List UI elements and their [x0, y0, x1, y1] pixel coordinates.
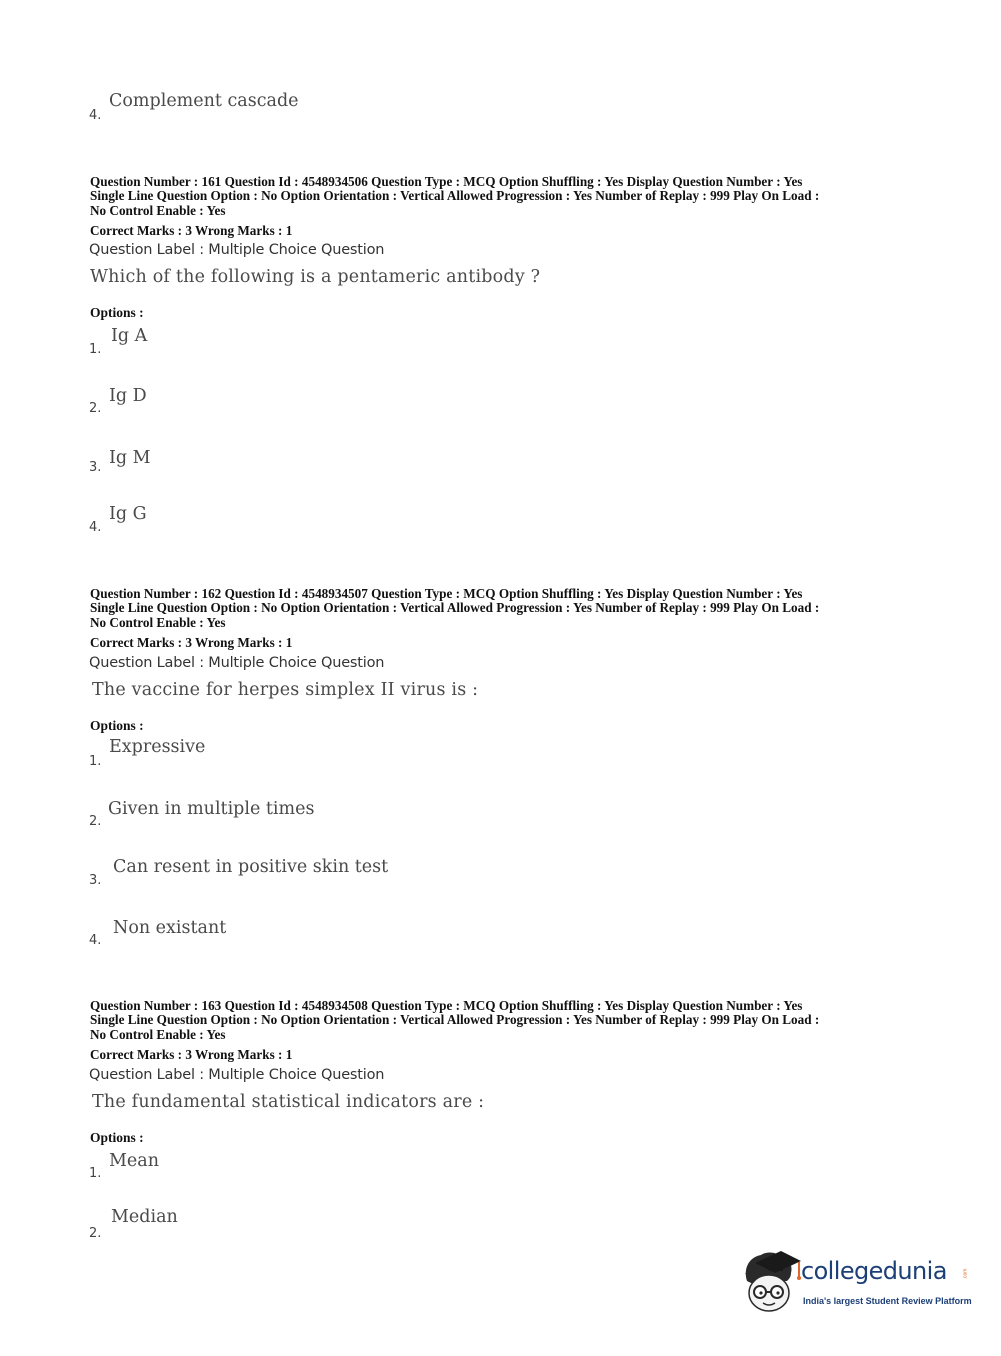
- question-meta: Question Number : 162 Question Id : 4548934507 Question Type : MCQ Option Shuffling : Yes Display Question Number : Yes Single Line Question Option : No Option Orientation : Vertical Allowed Progression : Yes Number of Replay : 999 Play On Load : No Control Enable : Yes: [90, 586, 820, 630]
- question-label: Question Label : Multiple Choice Question: [89, 242, 385, 258]
- option-number: 1.: [89, 1166, 102, 1181]
- option-number: 4.: [89, 933, 102, 948]
- option-number: 1.: [89, 342, 102, 357]
- option-text: Ig G: [109, 504, 147, 524]
- option-number: 2.: [89, 1226, 102, 1241]
- option-number: 1.: [89, 754, 102, 769]
- question-text: The fundamental statistical indicators are :: [92, 1092, 485, 1112]
- option-text: Expressive: [109, 737, 206, 757]
- student-mascot-icon: [741, 1247, 803, 1319]
- question-marks: Correct Marks : 3 Wrong Marks : 1: [90, 635, 293, 650]
- option-number: 3.: [89, 460, 102, 475]
- brand-name: collegedunia: [801, 1257, 947, 1285]
- option-number: 2.: [89, 814, 102, 829]
- option-text: Given in multiple times: [108, 799, 315, 819]
- option-text: Mean: [109, 1151, 159, 1171]
- option-number: 4.: [89, 108, 102, 123]
- option-text: Non existant: [113, 918, 227, 938]
- option-text: Complement cascade: [109, 91, 299, 111]
- brand-suffix: .com: [962, 1268, 969, 1280]
- question-label: Question Label : Multiple Choice Question: [89, 655, 385, 671]
- question-marks: Correct Marks : 3 Wrong Marks : 1: [90, 223, 293, 238]
- collegedunia-logo: [741, 1247, 971, 1319]
- option-text: Can resent in positive skin test: [113, 857, 389, 877]
- options-heading: Options :: [90, 1130, 144, 1145]
- question-text: Which of the following is a pentameric antibody ?: [90, 267, 541, 287]
- option-number: 2.: [89, 401, 102, 416]
- option-text: Ig D: [109, 386, 147, 406]
- options-heading: Options :: [90, 305, 144, 320]
- question-text: The vaccine for herpes simplex II virus is :: [92, 680, 479, 700]
- question-meta: Question Number : 161 Question Id : 4548934506 Question Type : MCQ Option Shuffling : Yes Display Question Number : Yes Single Line Question Option : No Option Orientation : Vertical Allowed Progression : Yes Number of Replay : 999 Play On Load : No Control Enable : Yes: [90, 174, 820, 218]
- question-marks: Correct Marks : 3 Wrong Marks : 1: [90, 1047, 293, 1062]
- option-number: 3.: [89, 873, 102, 888]
- question-meta: Question Number : 163 Question Id : 4548934508 Question Type : MCQ Option Shuffling : Yes Display Question Number : Yes Single Line Question Option : No Option Orientation : Vertical Allowed Progression : Yes Number of Replay : 999 Play On Load : No Control Enable : Yes: [90, 998, 820, 1042]
- question-label: Question Label : Multiple Choice Question: [89, 1067, 385, 1083]
- brand-tagline: India's largest Student Review Platform: [803, 1296, 972, 1306]
- option-text: Ig A: [111, 326, 148, 346]
- options-heading: Options :: [90, 718, 144, 733]
- option-text: Ig M: [109, 448, 151, 468]
- option-text: Median: [111, 1207, 178, 1227]
- option-number: 4.: [89, 520, 102, 535]
